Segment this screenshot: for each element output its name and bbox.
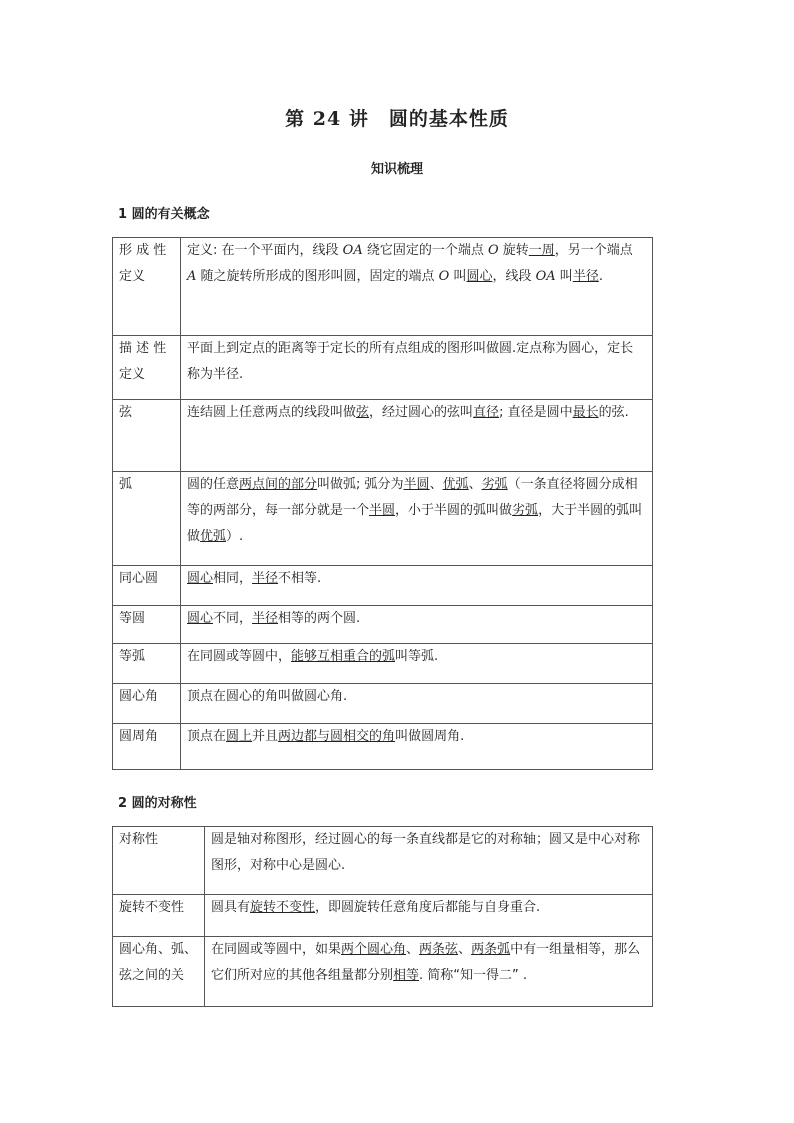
text-segment: . 简称“知一得二” . [419, 968, 528, 983]
underlined-term: 半径 [252, 571, 279, 586]
row-content [181, 566, 653, 606]
row-content [181, 472, 653, 566]
row-content [181, 644, 653, 684]
text-segment: 不同， [213, 611, 253, 626]
text-segment: 不相等. [278, 571, 322, 586]
table-row [113, 937, 653, 1007]
row-content [181, 684, 653, 724]
text-segment: A [187, 269, 197, 284]
text-segment: 随之旋转所形成的图形叫圆，固定的端点 [196, 269, 439, 284]
text-segment: 叫 [449, 269, 467, 284]
row-label: 同心圆 [113, 566, 181, 606]
text-segment: 、 [458, 942, 472, 957]
table-row [113, 644, 653, 684]
row-label: 圆周角 [113, 724, 181, 770]
row-label: 弦 [113, 400, 181, 472]
text-segment: 顶点在 [187, 729, 227, 744]
row-label: 描 述 性 定义 [113, 336, 181, 400]
text-segment: ，即圆旋转任意角度后都能与自身重合. [315, 900, 541, 915]
underlined-term: 两点间的部分 [239, 477, 318, 492]
text-segment: ）. [226, 529, 244, 544]
underlined-term: 圆上 [226, 729, 253, 744]
text-segment: 、 [468, 477, 482, 492]
underlined-term: 半径 [572, 269, 599, 284]
text-segment: 绕它固定的一个端点 [362, 243, 488, 258]
page-title: 第 24 讲 圆的基本性质 [285, 108, 509, 130]
underlined-term: 旋转不变性 [250, 900, 316, 915]
symmetry-table [112, 826, 653, 1007]
text-segment: （一条直径将圆分成相等的两部分，每一部分就是一个 [187, 477, 638, 518]
text-segment: ; 直径是圆中 [499, 405, 573, 420]
table-row [113, 895, 653, 937]
text-segment: 、 [429, 477, 443, 492]
underlined-term: 圆心 [187, 571, 214, 586]
text-segment: 叫 [555, 269, 573, 284]
underlined-term: 劣弧 [512, 503, 539, 518]
row-content [205, 827, 653, 895]
page-subtitle: 知识梳理 [370, 162, 423, 177]
underlined-term: 两边都与圆相交的角 [278, 729, 396, 744]
underlined-term: 一周 [528, 243, 555, 258]
underlined-term: 弦 [356, 405, 370, 420]
underlined-term: 两条弦 [419, 942, 459, 957]
underlined-term: 优弧 [200, 529, 227, 544]
row-label: 形 成 性 定义 [113, 238, 181, 336]
text-segment: 旋转 [498, 243, 529, 258]
table-row [113, 684, 653, 724]
table-row [113, 336, 653, 400]
underlined-term: 两条弧 [471, 942, 511, 957]
text-segment: ，经过圆心的弦叫 [369, 405, 474, 420]
text-segment: ，小于半圆的弧叫做 [395, 503, 513, 518]
row-content [181, 400, 653, 472]
section-heading-symmetry: 2 圆的对称性 [118, 796, 197, 811]
text-segment: ，大于半圆的弧叫做 [187, 503, 643, 544]
section-heading-concepts: 1 圆的有关概念 [118, 207, 210, 222]
row-content [181, 238, 653, 336]
row-label: 对称性 [113, 827, 205, 895]
underlined-term: 优弧 [442, 477, 469, 492]
text-segment: ，另一个端点 [554, 243, 633, 258]
underlined-term: 半径 [252, 611, 279, 626]
table-row [113, 566, 653, 606]
row-label: 圆心角 [113, 684, 181, 724]
row-label: 等弧 [113, 644, 181, 684]
text-segment: 相等的两个圆. [278, 611, 361, 626]
text-segment: O [487, 243, 499, 258]
underlined-term: 劣弧 [481, 477, 508, 492]
text-segment: 在同圆或等圆中， [187, 649, 292, 664]
table-row [113, 472, 653, 566]
table-row [113, 724, 653, 770]
row-content [181, 336, 653, 400]
table-row [113, 238, 653, 336]
text-segment: 中有一组量相等，那么它们所对应的其他各组量都分别 [211, 942, 641, 983]
table-row [113, 827, 653, 895]
underlined-term: 两个圆心角 [341, 942, 407, 957]
underlined-term: 圆心 [466, 269, 493, 284]
text-segment: OA [535, 269, 556, 284]
text-segment: O [438, 269, 450, 284]
text-segment: 圆具有 [211, 900, 251, 915]
underlined-term: 直径 [473, 405, 500, 420]
row-label: 弧 [113, 472, 181, 566]
text-segment: 叫做弧; 弧分为 [317, 477, 404, 492]
row-content [181, 724, 653, 770]
underlined-term: 半圆 [403, 477, 430, 492]
row-label: 圆心角、弧、弦之间的关 [113, 937, 205, 1007]
row-label: 等圆 [113, 606, 181, 644]
text-segment: 圆的任意 [187, 477, 240, 492]
text-segment: 连结圆上任意两点的线段叫做 [187, 405, 357, 420]
text-segment: OA [342, 243, 363, 258]
text-segment: 、 [406, 942, 420, 957]
text-segment: 的弦. [598, 405, 629, 420]
text-segment: 叫做圆周角. [395, 729, 465, 744]
underlined-term: 能够互相重合的弧 [291, 649, 396, 664]
row-content [205, 895, 653, 937]
underlined-term: 圆心 [187, 611, 214, 626]
text-segment: 叫等弧. [395, 649, 439, 664]
text-segment: 圆是轴对称图形，经过圆心的每一条直线都是它的对称轴；圆又是中心对称图形，对称中心是圆心. [211, 832, 641, 873]
text-segment: . [598, 269, 603, 284]
table-row [113, 400, 653, 472]
text-segment: 并且 [252, 729, 279, 744]
underlined-term: 最长 [572, 405, 599, 420]
text-segment: 定义: 在一个平面内，线段 [187, 243, 343, 258]
row-content [181, 606, 653, 644]
concepts-table [112, 237, 653, 770]
underlined-term: 相等 [393, 968, 420, 983]
table-row [113, 606, 653, 644]
row-content [205, 937, 653, 1007]
text-segment: 顶点在圆心的角叫做圆心角. [187, 689, 348, 704]
text-segment: ，线段 [492, 269, 536, 284]
underlined-term: 半圆 [369, 503, 396, 518]
text-segment: 在同圆或等圆中，如果 [211, 942, 342, 957]
text-segment: 相同， [213, 571, 253, 586]
row-label: 旋转不变性 [113, 895, 205, 937]
text-segment: 平面上到定点的距离等于定长的所有点组成的图形叫做圆.定点称为圆心，定长称为半径. [187, 341, 634, 382]
